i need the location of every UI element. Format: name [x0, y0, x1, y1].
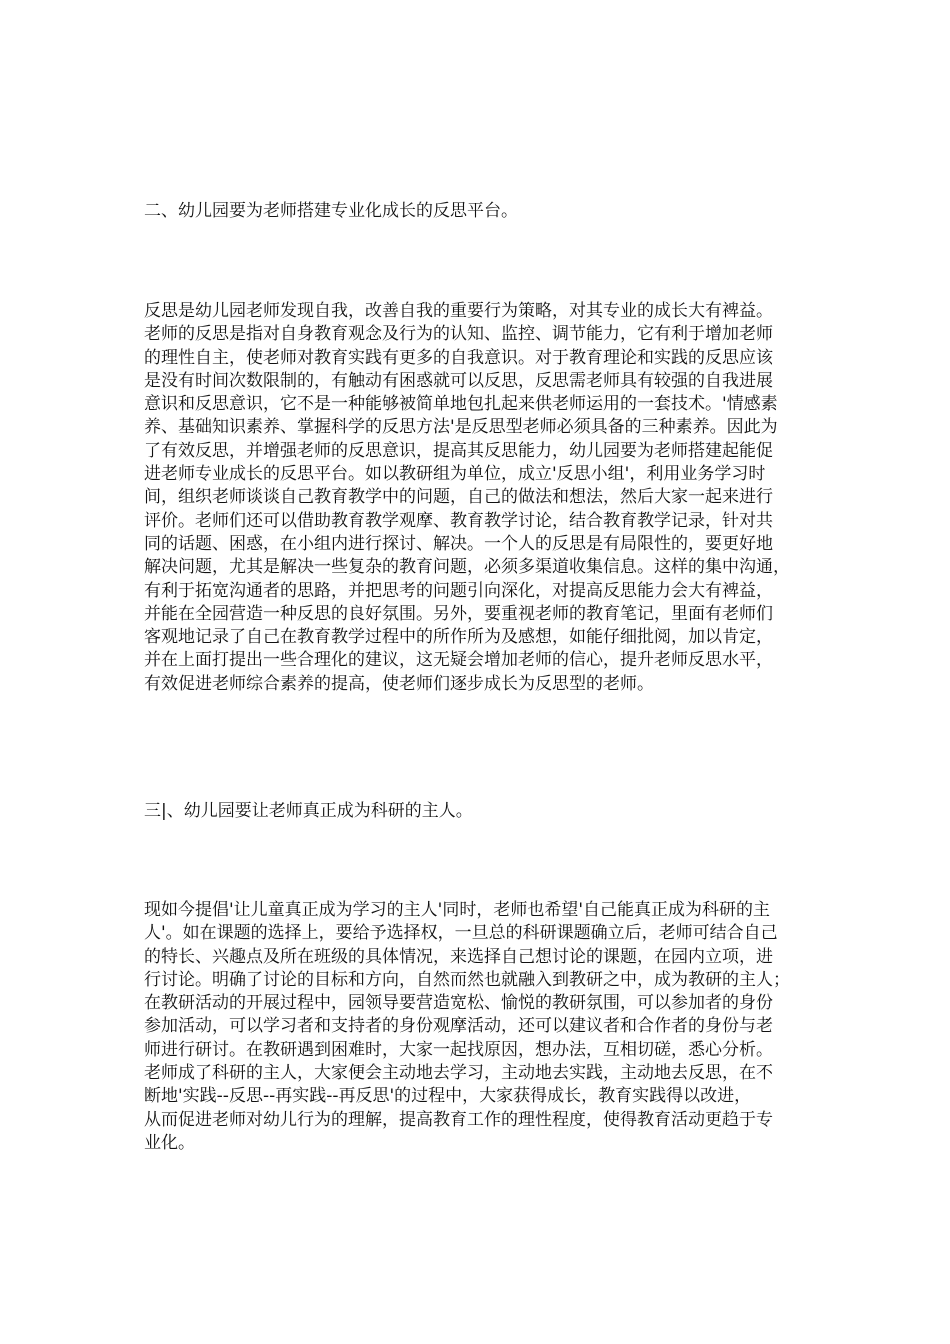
paragraph-line: 业化。: [144, 1132, 195, 1153]
paragraph-line: 解决问题，尤其是解决一些复杂的教育问题，必须多渠道收集信息。这样的集中沟通，: [144, 557, 790, 578]
paragraph-line: 现如今提倡'让儿童真正成为学习的主人'同时，老师也希望'自己能真正成为科研的主: [144, 900, 771, 920]
paragraph-line: 同的话题、困惑，在小组内进行探讨、解决。一个人的反思是有局限性的，要更好地: [144, 533, 773, 554]
paragraph-line: 养、基础知识素养、掌握科学的反思方法'是反思型老师必须具备的三种素养。因此为: [144, 417, 778, 438]
section-heading-3: 三|、幼儿园要让老师真正成为科研的主人。: [144, 801, 473, 821]
paragraph-line: 并在上面打提出一些合理化的建议，这无疑会增加老师的信心，提升老师反思水平，: [144, 650, 773, 671]
paragraph-line: 客观地记录了自己在教育教学过程中的所作所为及感想，如能仔细批阅，加以肯定，: [144, 627, 773, 648]
paragraph-line: 反思是幼儿园老师发现自我，改善自我的重要行为策略，对其专业的成长大有裨益。: [144, 301, 773, 321]
paragraph-line: 了有效反思，并增强老师的反思意识，提高其反思能力，幼儿园要为老师搭建起能促: [144, 440, 773, 461]
paragraph-line: 人'。如在课题的选择上，要给予选择权，一旦总的科研课题确立后，老师可结合自己: [144, 923, 778, 944]
section-2-paragraph: [144, 300, 814, 696]
paragraph-line: 并能在全园营造一种反思的良好氛围。另外，要重视老师的教育笔记，里面有老师们: [144, 603, 773, 624]
paragraph-line: 有利于拓宽沟通者的思路，并把思考的问题引向深化，对提高反思能力会大有裨益，: [144, 580, 773, 601]
paragraph-line: 断地'实践--反思--再实践--再反思'的过程中，大家获得成长，教育实践得以改进，: [144, 1086, 752, 1107]
paragraph-line: 评价。老师们还可以借助教育教学观摩、教育教学讨论，结合教育教学记录，针对共: [144, 510, 773, 531]
paragraph-line: 从而促进老师对幼儿行为的理解，提高教育工作的理性程度，使得教育活动更趋于专: [144, 1109, 773, 1130]
paragraph-line: 老师成了科研的主人，大家便会主动地去学习，主动地去实践，主动地去反思，在不: [144, 1063, 773, 1084]
section-heading-2: 二、幼儿园要为老师搭建专业化成长的反思平台。: [144, 201, 518, 221]
paragraph-line: 进老师专业成长的反思平台。如以教研组为单位，成立'反思小组'，利用业务学习时: [144, 464, 766, 485]
paragraph-line: 的理性自主，使老师对教育实践有更多的自我意识。对于教育理论和实践的反思应该: [144, 347, 773, 368]
paragraph-line: 师进行研讨。在教研遇到困难时，大家一起找原因，想办法，互相切磋，悉心分析。: [144, 1039, 773, 1060]
section-3-paragraph: [144, 899, 814, 1155]
paragraph-line: 有效促进老师综合素养的提高，使老师们逐步成长为反思型的老师。: [144, 673, 654, 694]
paragraph-line: 意识和反思意识，它不是一种能够被简单地包扎起来供老师运用的一套技术。'情感素: [144, 394, 778, 415]
paragraph-line: 是没有时间次数限制的，有触动有困惑就可以反思，反思需老师具有较强的自我进展: [144, 370, 773, 391]
paragraph-line: 间，组织老师谈谈自己教育教学中的问题，自己的做法和想法，然后大家一起来进行: [144, 487, 773, 508]
paragraph-line: 老师的反思是指对自身教育观念及行为的认知、监控、调节能力，它有利于增加老师: [144, 324, 773, 345]
paragraph-line: 参加活动，可以学习者和支持者的身份观摩活动，还可以建议者和合作者的身份与老: [144, 1016, 773, 1037]
paragraph-line: 的特长、兴趣点及所在班级的具体情况，来选择自己想讨论的课题，在园内立项，进: [144, 946, 773, 967]
paragraph-line: 在教研活动的开展过程中，园领导要营造宽松、愉悦的教研氛围，可以参加者的身份: [144, 993, 773, 1014]
paragraph-line: 行讨论。明确了讨论的目标和方向，自然而然也就融入到教研之中，成为教研的主人；: [144, 969, 790, 990]
